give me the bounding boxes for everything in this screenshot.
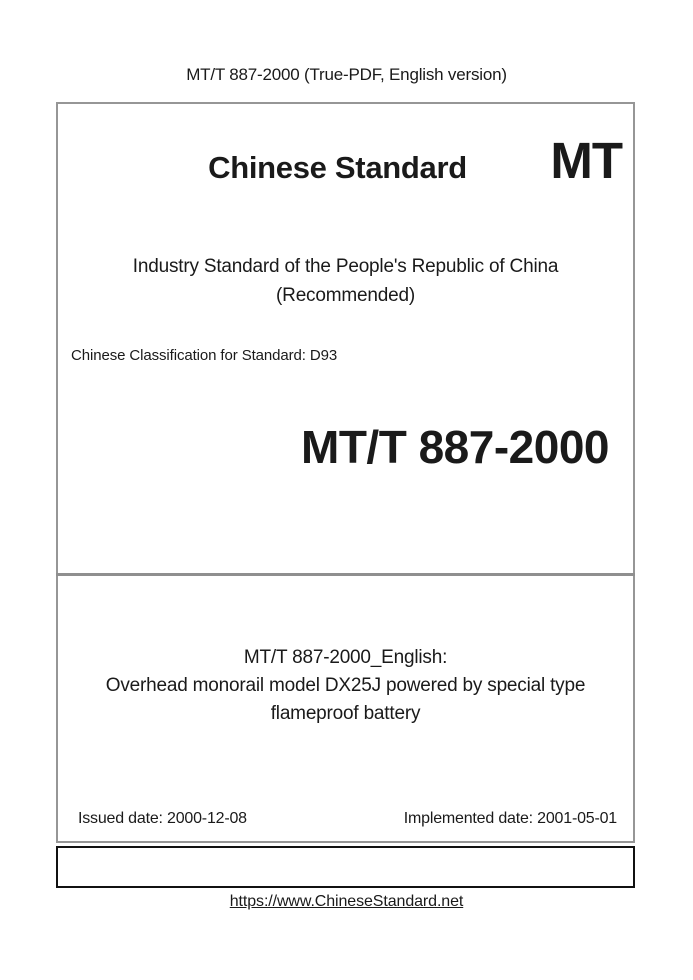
issued-date: Issued date: 2000-12-08 <box>78 810 247 827</box>
cover-inner <box>58 104 633 841</box>
empty-bottom-box <box>56 846 635 888</box>
classification-code: Chinese Classification for Standard: D93 <box>71 347 338 364</box>
brand-title: Chinese Standard <box>208 150 467 185</box>
website-link[interactable]: https://www.ChineseStandard.net <box>229 893 464 910</box>
standard-type-line1: Industry Standard of the People's Republic of China <box>132 256 559 277</box>
standard-type-block <box>58 252 633 310</box>
standard-title-heading: MT/T 887-2000_English: <box>243 647 448 668</box>
standard-title-block <box>58 644 633 728</box>
cover-box <box>56 102 635 843</box>
standard-number: MT/T 887-2000 <box>301 421 609 473</box>
section-divider <box>56 573 635 576</box>
standard-title-body: Overhead monorail model DX25J powered by special type flameproof battery <box>105 675 586 724</box>
standard-body-logo: MT <box>550 132 622 189</box>
document-footer <box>0 890 693 914</box>
standard-type-line2: (Recommended) <box>276 285 415 306</box>
dates-row <box>78 807 617 831</box>
document-header-reference: MT/T 887-2000 (True-PDF, English version) <box>186 65 507 84</box>
implemented-date: Implemented date: 2001-05-01 <box>403 810 617 827</box>
